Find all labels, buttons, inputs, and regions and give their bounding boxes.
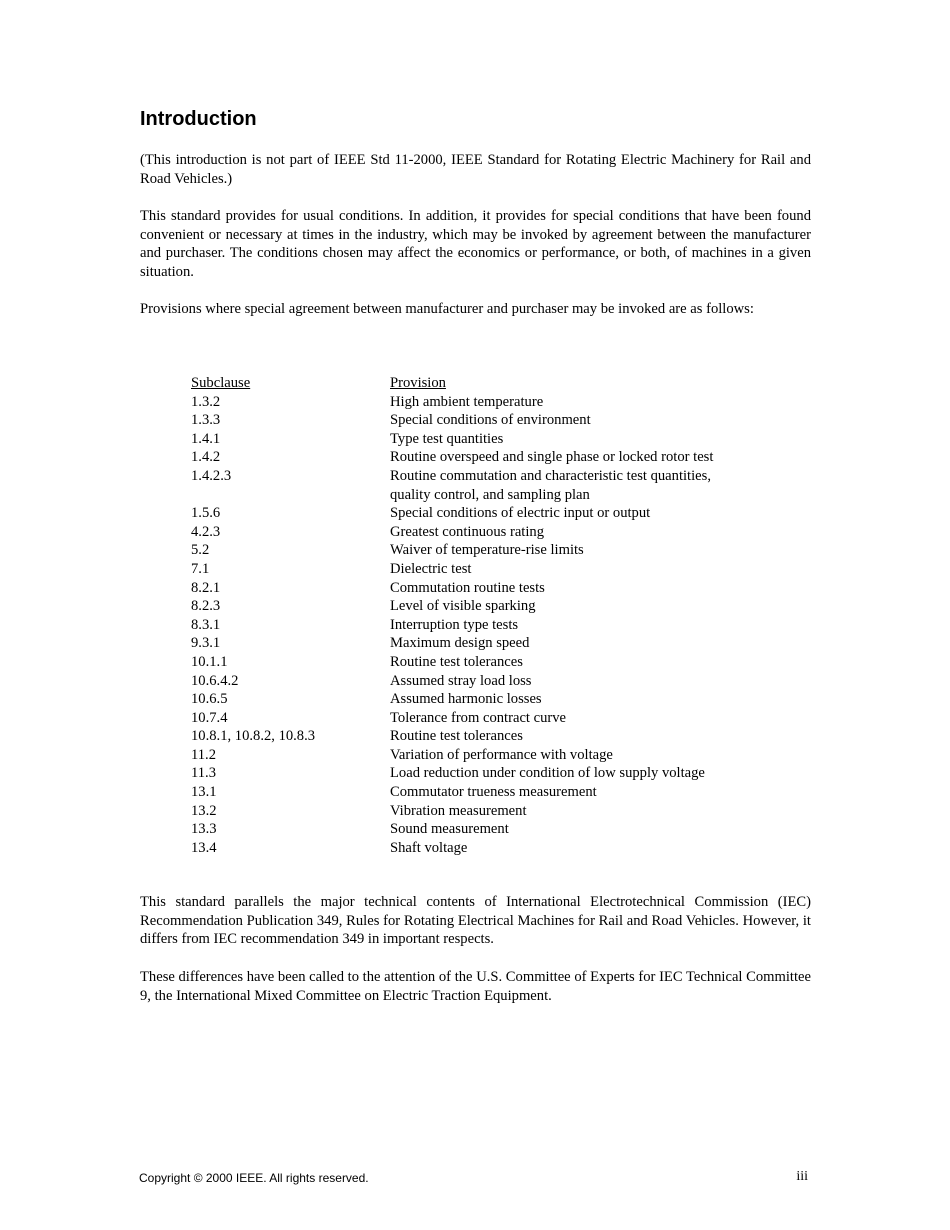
- introduction-note-paragraph: (This introduction is not part of IEEE Std 11-2000, IEEE Standard for Rotating Electric Machinery for Rail and Road Vehicles.): [140, 152, 811, 187]
- provision-cell: Dielectric test: [390, 560, 472, 577]
- subclause-cell: 13.4: [191, 839, 217, 856]
- subclause-cell: 7.1: [191, 560, 210, 577]
- provision-cell: Sound measurement: [390, 821, 509, 838]
- footer-copyright: Copyright © 2000 IEEE. All rights reserved.: [139, 1171, 369, 1185]
- provision-column-header: Provision: [390, 375, 446, 391]
- provision-cell: Interruption type tests: [390, 616, 519, 633]
- subclause-cell: 10.7.4: [191, 709, 228, 726]
- provision-cell: Routine test tolerances: [390, 653, 523, 670]
- page-title: Introduction: [140, 108, 257, 130]
- subclause-cell: 13.2: [191, 802, 217, 819]
- subclause-cell: 1.3.3: [191, 412, 221, 429]
- provision-cell: Vibration measurement: [390, 802, 527, 819]
- subclause-cell: 13.1: [191, 784, 217, 801]
- subclause-cell: 1.3.2: [191, 393, 221, 410]
- provision-cell: Level of visible sparking: [390, 598, 536, 615]
- table-row: [191, 746, 791, 765]
- table-row: [191, 393, 791, 412]
- subclause-cell: 13.3: [191, 821, 217, 838]
- provisions-table: [191, 374, 791, 857]
- table-row: [191, 820, 791, 839]
- provision-cell: Variation of performance with voltage: [390, 746, 613, 763]
- provision-cell: Assumed harmonic losses: [390, 691, 542, 708]
- footer-page-number: iii: [796, 1169, 808, 1184]
- table-row: [191, 727, 791, 746]
- provision-cell: Type test quantities: [390, 430, 504, 447]
- table-row: [191, 672, 791, 691]
- table-row: [191, 541, 791, 560]
- subclause-cell: 9.3.1: [191, 635, 221, 652]
- table-row: [191, 579, 791, 598]
- table-row: [191, 560, 791, 579]
- subclause-cell: 8.2.3: [191, 598, 221, 615]
- subclause-cell: 8.2.1: [191, 579, 221, 596]
- provision-cell: Commutator trueness measurement: [390, 784, 597, 801]
- provision-cell: Special conditions of environment: [390, 412, 591, 429]
- subclause-cell: 11.2: [191, 746, 216, 763]
- provisions-table-header: [191, 374, 791, 393]
- differences-paragraph: These differences have been called to the attention of the U.S. Committee of Experts for IEC Technical Committee 9, the International Mixed Committee on Electric Traction Equipment.: [140, 969, 811, 1004]
- subclause-cell: 11.3: [191, 765, 216, 782]
- subclause-column-header: Subclause: [191, 375, 251, 391]
- provision-cell: Special conditions of electric input or output: [390, 505, 651, 522]
- provision-cell: Routine commutation and characteristic test quantities, quality control, and sampling plan: [390, 467, 711, 503]
- table-row: [191, 839, 791, 858]
- provision-cell: Assumed stray load loss: [390, 672, 532, 689]
- provisions-table-body: [191, 393, 791, 858]
- provision-cell: Routine test tolerances: [390, 728, 523, 745]
- table-row: [191, 523, 791, 542]
- subclause-cell: 1.4.2.3: [191, 467, 232, 484]
- table-row: [191, 430, 791, 449]
- provision-cell: High ambient temperature: [390, 393, 544, 410]
- subclause-cell: 8.3.1: [191, 616, 221, 633]
- table-row: [191, 616, 791, 635]
- subclause-cell: 5.2: [191, 542, 210, 559]
- usual-conditions-paragraph: This standard provides for usual conditions. In addition, it provides for special conditions that have been found convenient or necessary at times in the industry, which may be invoked by agreement between the manufacturer and purchaser. The conditions chosen may affect the economics or performance, or both, of machines in a given situation.: [140, 208, 811, 280]
- provision-cell: Shaft voltage: [390, 839, 468, 856]
- table-row: [191, 709, 791, 728]
- subclause-cell: 1.5.6: [191, 505, 221, 522]
- subclause-cell: 10.6.5: [191, 691, 228, 708]
- provision-cell: Commutation routine tests: [390, 579, 545, 596]
- table-row: [191, 448, 791, 467]
- table-row: [191, 504, 791, 523]
- iec-parallels-paragraph: This standard parallels the major technical contents of International Electrotechnical Commission (IEC) Recommendation Publication 349, Rules for Rotating Electrical Machines for Rail and Road Vehicles. However, it differs from IEC recommendation 349 in important respects.: [140, 894, 811, 948]
- table-row: [191, 597, 791, 616]
- subclause-cell: 1.4.1: [191, 430, 221, 447]
- provision-cell: Maximum design speed: [390, 635, 530, 652]
- table-row: [191, 653, 791, 672]
- subclause-cell: 4.2.3: [191, 523, 221, 540]
- subclause-cell: 1.4.2: [191, 449, 221, 466]
- table-row: [191, 764, 791, 783]
- table-row: [191, 690, 791, 709]
- provisions-intro-paragraph: Provisions where special agreement between manufacturer and purchaser may be invoked are as follows:: [140, 301, 754, 317]
- table-row: [191, 467, 791, 504]
- subclause-cell: 10.8.1, 10.8.2, 10.8.3: [191, 728, 316, 745]
- subclause-cell: 10.1.1: [191, 653, 228, 670]
- provision-cell: Tolerance from contract curve: [390, 709, 567, 726]
- provision-cell: Load reduction under condition of low supply voltage: [390, 765, 705, 782]
- table-row: [191, 802, 791, 821]
- provision-cell: Greatest continuous rating: [390, 523, 545, 540]
- provision-cell: Waiver of temperature-rise limits: [390, 542, 584, 559]
- table-row: [191, 411, 791, 430]
- subclause-cell: 10.6.4.2: [191, 672, 239, 689]
- provision-cell: Routine overspeed and single phase or locked rotor test: [390, 449, 714, 466]
- table-row: [191, 634, 791, 653]
- table-row: [191, 783, 791, 802]
